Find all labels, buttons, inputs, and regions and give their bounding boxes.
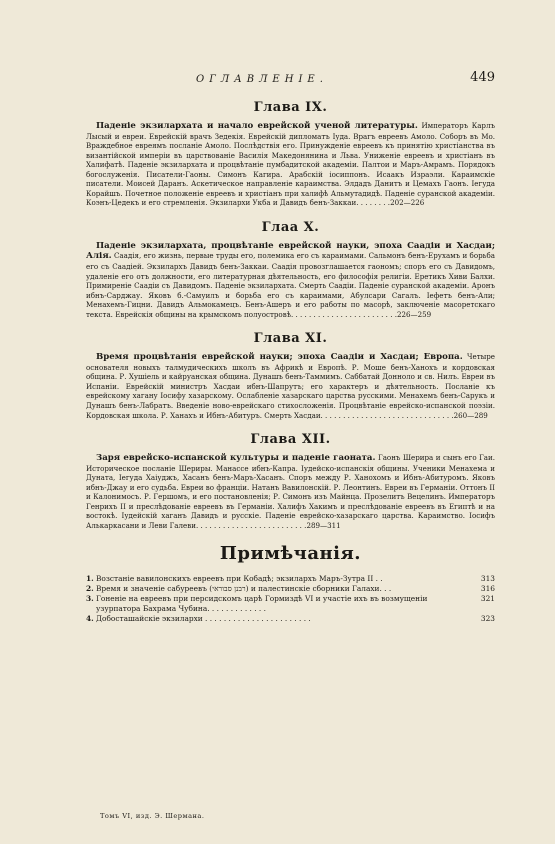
chapter-xi <box>86 331 495 420</box>
chapter-summary <box>86 453 495 530</box>
chapter-lead: Паденіе экзилархата, процвѣтаніе еврейской науки, эпоха Саадіи и Хасдаи; Алія. <box>86 240 495 262</box>
chapter-lead: Заря еврейско-испанской культуры и паденіе гаоната. <box>96 453 376 464</box>
note-page: 323 <box>480 613 495 623</box>
notes-title: Примѣчанія. <box>219 542 362 564</box>
note-text: Возстаніе вавилонскихъ евреевъ при Кобадѣ; экзилархъ Маръ-Зутра II . . <box>96 573 383 583</box>
page-range: 289—311 <box>306 520 341 530</box>
chapter-ix <box>86 100 495 208</box>
note-number: 4. <box>86 613 94 623</box>
note-item <box>86 614 495 624</box>
page-footer: Томъ VI, изд. Э. Шермана. <box>100 812 205 820</box>
note-text: Гоненіе на евреевъ при персидскомъ царѣ Гормиздѣ VI и участіе ихъ въ возмущеніи узурпатора Бахрама Чубина. . . . . . . . . . . . . <box>96 593 428 613</box>
note-page: 313 <box>480 573 495 583</box>
note-item <box>86 574 495 584</box>
note-text: Добосташайскіе экзилархи . . . . . . . . . . . . . . . . . . . . . . . <box>96 613 311 623</box>
notes-list <box>86 574 495 624</box>
chapter-text: Императоръ Карлъ Лысый и евреи. Еврейскій врачъ Зедекія. Еврейскій дипломатъ Іуда. Врагъ евреевъ Амоло. Соборъ въ Мо. Враждебное евреямъ посланіе Амоло. Послѣдствія его. Принужденіе евреевъ къ принятію христіанства въ византійской имперіи въ царствованіе Василія Македонянина и Льва. Униженіе евреевъ и христіанъ въ Халифатѣ. Паденіе экзилархата и процвѣтаніе пумбадитской академіи. Палтои и Маръ-Амрамъ. Порядокъ богослуженія. Писатели-Гаоны. Симонъ Кагира. Арабскій іосиппонъ. Исаакъ Израэли. Караимскіе писатели. Моисей Даранъ. Аскетическое направленіе караимства. Элдадъ Данитъ и Цемахъ Гаонъ. Іегуда Корайшъ. Почетное положеніе евреевъ и христіанъ при халифѣ Альмутадидѣ. Паденіе суранской академіи. Коэнъ-Цедекъ и его стремленія. Экзилархи Укба и Давидъ бенъ-Заккаи. . . . . . . . <box>86 121 495 208</box>
chapter-x <box>86 220 495 319</box>
chapter-title: Глаа Х. <box>261 219 320 235</box>
page-range: 260—289 <box>453 410 488 420</box>
page-range: 226—259 <box>396 309 432 319</box>
page-range: 202—226 <box>390 198 425 208</box>
note-item <box>86 594 495 614</box>
note-number: 3. <box>86 593 94 603</box>
chapter-lead: Время процвѣтанія еврейской науки; эпоха Саадіи и Хасдаи; Европа. <box>96 352 463 363</box>
note-page: 321 <box>480 593 495 603</box>
note-number: 1. <box>86 573 94 583</box>
table-of-contents <box>86 100 495 624</box>
chapter-text: Саадія, его жизнь, первые труды его, полемика его съ караимами. Сальмонъ бенъ-Ерухамъ и борьба его съ Саадіей. Экзилархъ Давидъ бенъ-Заккаи. Саадія провозглашается гаономъ; споръ его съ Давидомъ, удаленіе его отъ должности, его литературная дѣятельность, его философія религіи. Еретикъ Хиви Балхи. Примиреніе Саадіи съ Давидомъ. Паденіе экзилархата. Смерть Саадіи. Паденіе суранской академіи. Аронъ ибнъ-Сарджау. Яковъ б.-Самуилъ и борьба его съ караимами, Абулсари Сагалъ. Іефетъ бенъ-Али; Менахемъ-Гицни. Давидъ Альмокамецъ. Бенъ-Ашеръ и его работы по масорѣ, заключеніе масоретскаго текста. Еврейскія общины на крымскомъ полуостровѣ. . . . . . . . . . . . . . . . . . . . . . . . <box>86 251 495 319</box>
note-page: 316 <box>480 583 495 593</box>
page-header <box>86 72 495 88</box>
note-number: 2. <box>86 583 94 593</box>
chapter-text: Четыре основателя новыхъ талмудическихъ школъ въ Африкѣ и Европѣ. Р. Моше бенъ-Ханохъ и кордовская община. Р. Хушіель и кайруанская община. Дунашъ бенъ-Таммимъ. Саббатай Донноло и св. Нилъ. Евреи въ Испаніи. Еврейскій министръ Хасдаи ибнъ-Шапрутъ; его характеръ и дѣятельность. Посланіе къ еврейскому хагану Іосифу хазарскому. Ослабленіе хазарскаго царства русскими. Менахемъ бенъ-Сарукъ и Дунашъ бенъ-Лабратъ. Введеніе ново-еврейскаго стихосложенія. Процвѣтаніе еврейско-испанской поэзіи. Кордовская школа. Р. Ханахъ и Ибнъ-Абитуръ. Смерть Хасдаи. . . . . . . . . . . . . . . . . . . . . . . . . . . . . . <box>86 352 495 420</box>
chapter-title: Глава XI. <box>253 331 328 347</box>
chapter-title: Глава XII. <box>250 432 331 448</box>
chapter-summary <box>86 121 495 208</box>
page-number: 449 <box>470 70 495 85</box>
chapter-summary <box>86 241 495 319</box>
chapter-title: Глава IX. <box>253 100 328 115</box>
chapter-summary <box>86 352 495 420</box>
chapter-text: Гаонъ Шерира и сынъ его Гаи. Историческое посланіе Шериры. Манассе ибнъ-Капра. Іудейско-испанскія общины. Ученики Менахема и Дуната, Іегуда Хаіуджъ, Хасанъ бенъ-Маръ-Хасанъ. Споръ между Р. Ханохомъ и Ибнъ-Абитуромъ. Яковъ ибнъ-Джау и его судьба. Евреи во франціи. Натанъ Вавилонскій. Р. Леонтинъ. Евреи въ Германіи. Оттонъ II и Калонимосъ. Р. Гершомъ, и его постановленія; Р. Симонъ изъ Майнца. Прозелитъ Вецелинъ. Императоръ Генрихъ II и преслѣдованіе евреевъ въ Германіи. Халифъ Хакимъ и преслѣдованіе евреевъ въ Египтѣ и на востокѣ. Іудейскій хаганъ Давидъ и русскіе. Паденіе еврейско-хазарскаго царства. Караимство. Іосифъ Алькаркасани и Леви Галеви. . . . . . . . . . . . . . . . . . . . . . . . . <box>86 453 496 530</box>
running-title: ОГЛАВЛЕНІЕ. <box>196 74 328 85</box>
chapter-xii <box>86 432 495 530</box>
chapter-lead: Паденіе экзилархата и начало еврейской ученой литературы. <box>96 121 418 131</box>
note-item <box>86 584 495 594</box>
note-text: Время и значеніе сабуреевъ (רבנן סבוראי) и палестинскіе сборники Галахи. . . <box>96 583 392 593</box>
